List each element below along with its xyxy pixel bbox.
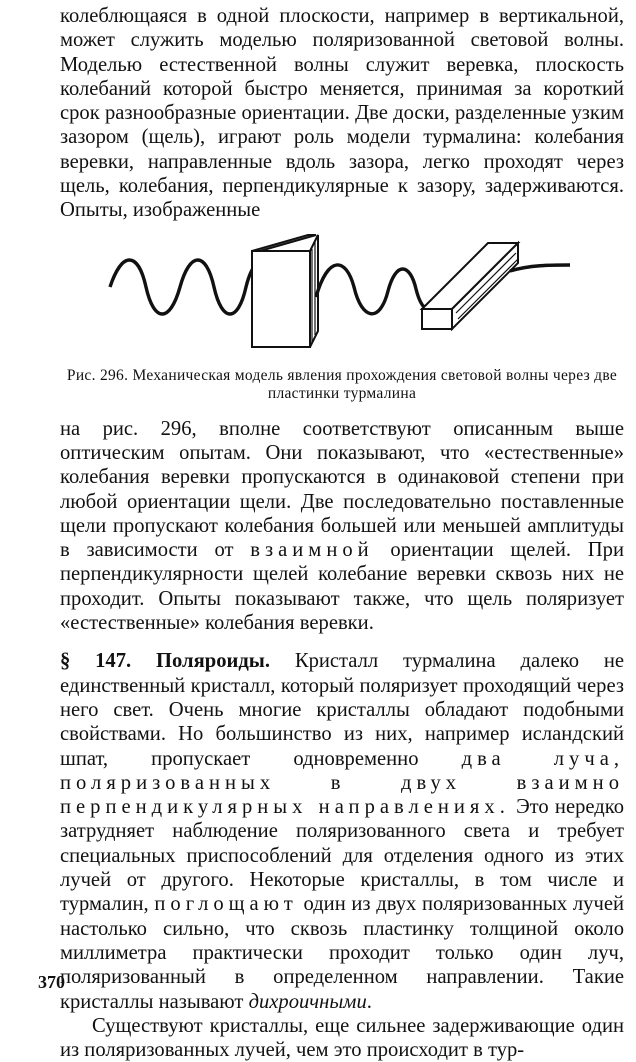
section-italic-term: дихроичными xyxy=(248,990,367,1013)
caption-label: Рис. 296. xyxy=(66,366,129,384)
vertical-slit-boards xyxy=(252,235,318,347)
section-text-a: Кристалл турмалина далеко не единственный кристалл, который поляризует проходящий через него свет. Очень многие кристаллы обладают подобными свойствами. Но большинство из них, например исландский шпат, пропускает одновременно xyxy=(60,650,624,770)
section-text-c: один из двух поляризованных лучей настолько сильно, что сквозь пластинку толщиной около миллиметра практически проходит только один луч, поляризованный в определенном направлении. Такие кристаллы называют xyxy=(60,893,625,1013)
section-heading: § 147. Поляроиды. xyxy=(60,650,271,673)
section-spaced-1: два луча, поляризованных в двух взаимно перпендикулярных направлениях. xyxy=(60,747,624,819)
paragraph-1: колеблющаяся в одной плоскости, например в вертикальной, может служить моделью поляризованной световой волны. Моделью естественной волны служит веревка, плоскость колебаний которой быстро меняется, принимая за короткий срок разнообразные ориентации. Две доски, разделенные узким зазором (щель), играют роль модели турмалина: колебания веревки, направленные вдоль зазора, легко проходят через щель, колебания, перпендикулярные к зазору, задерживаются. Опыты, изображенные xyxy=(60,5,624,222)
paragraph-2-text-a: на рис. 296, вполне соответствуют описанным выше оптическим опытам. Они показывают, что «естественные» колебания веревки пропускаются в одинаковой степени при любой ориентации щели. Две последовательно поставленные щели пропускают колебания большей или меньшей амплитуды в зависимости от xyxy=(60,417,624,562)
section-147 xyxy=(60,649,624,1013)
section-text-d: . xyxy=(366,990,372,1013)
wave-middle xyxy=(316,265,440,314)
rope-right xyxy=(510,265,570,271)
section-spaced-2: поглощают xyxy=(154,893,298,916)
paragraph-2 xyxy=(60,417,624,636)
figure-caption xyxy=(60,367,624,403)
rope-model-illustration xyxy=(60,231,624,363)
page-body xyxy=(60,0,624,1062)
section-text-b: Это нередко затрудняет наблюдение поляризованного света и требует специальных приспособлений для отделения одного из этих лучей от другого. Некоторые кристаллы, в том числе и турмалин, xyxy=(60,796,624,916)
paragraph-2-text-b: ориентации щелей. При перпендикулярности щелей колебание веревки сквозь них не проходит. Опыты показывают также, что щель поляризует «естественные» колебания веревки. xyxy=(60,539,624,635)
caption-text: Механическая модель явления прохождения световой волны через две пластинки турмалина xyxy=(132,366,618,402)
paragraph-4: Существуют кристаллы, еще сильнее задерживающие один из поляризованных лучей, чем это происходит в тур- xyxy=(60,1014,624,1062)
page-number: 370 xyxy=(38,972,65,992)
paragraph-2-spaced: взаимной xyxy=(250,539,374,562)
figure-296 xyxy=(60,231,624,363)
horizontal-slit-boards xyxy=(422,243,518,329)
